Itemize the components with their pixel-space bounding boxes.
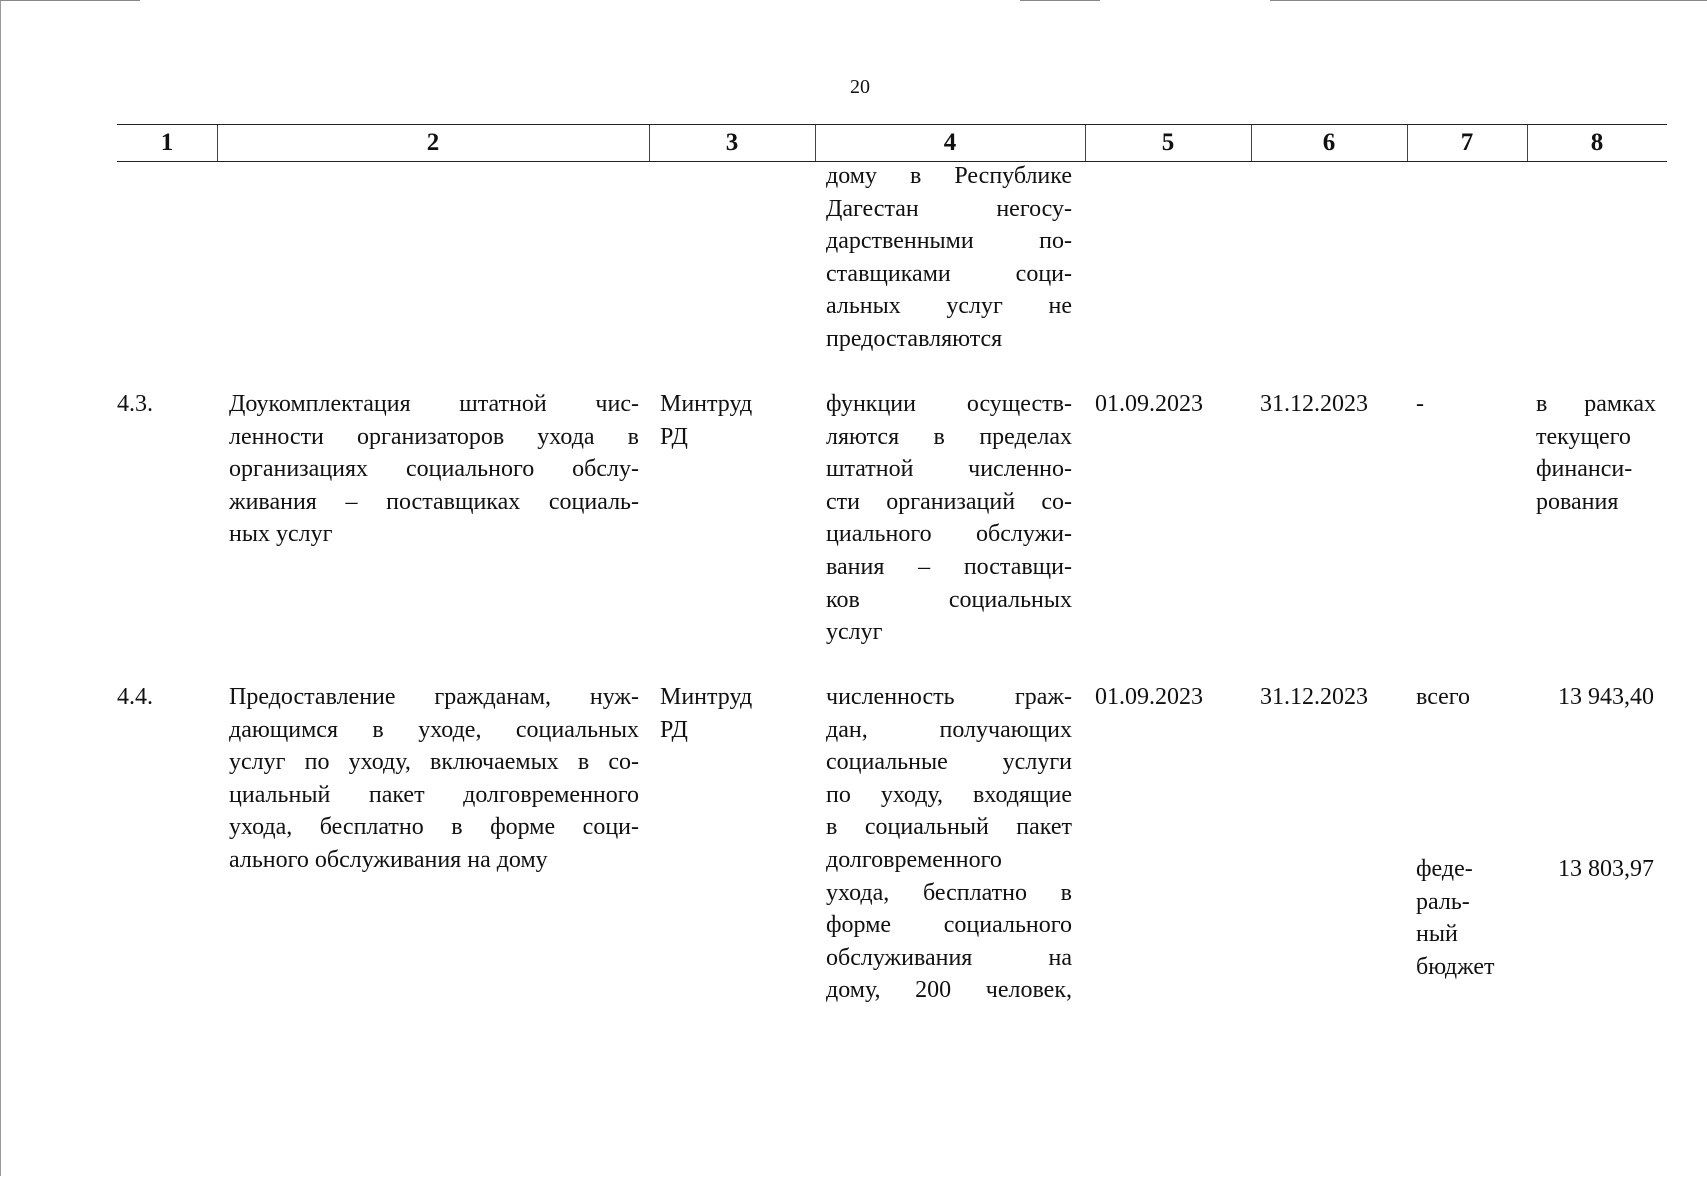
header-col-1: 1	[160, 129, 174, 156]
page-number: 20	[850, 76, 870, 98]
header-col-2: 2	[426, 129, 440, 156]
row-funding-source: -	[1416, 391, 1424, 417]
row-responsible: Минтруд РД	[660, 684, 753, 743]
row-end-date: 31.12.2023	[1260, 684, 1368, 710]
header-col-5: 5	[1161, 129, 1175, 156]
header-col-7: 7	[1460, 129, 1474, 156]
row-end-date: 31.12.2023	[1260, 391, 1368, 417]
row-funding-source: всего	[1416, 684, 1471, 710]
table-header	[117, 124, 1667, 162]
row-start-date: 01.09.2023	[1095, 684, 1203, 710]
header-col-4: 4	[943, 129, 957, 156]
row-description: Предоставление гражданам, нуж- дающимся в уходе, социальных услуг по уходу, включаемых в со- циальный пакет долговременного ухода, бесплатно в форме соци- ального обслуживания на дому	[229, 684, 639, 873]
header-col-8: 8	[1590, 129, 1604, 156]
continuation-col4: дому в Республике Дагестан негосу- дарственными по- ставщиками соци- альных услуг не предоставляются	[826, 163, 1072, 352]
row-number: 4.3.	[117, 391, 153, 417]
row-result: функции осуществ- ляются в пределах штатной численно- сти организаций со- циального обслужи- вания – поставщи- ков социальных услуг	[826, 391, 1072, 646]
row-description: Доукомплектация штатной чис- ленности организаторов ухода в организациях социального обслу- живания – поставщиках социаль- ных услуг	[229, 391, 639, 548]
row-start-date: 01.09.2023	[1095, 391, 1203, 417]
scan-top-mark	[0, 0, 140, 1]
row-responsible: Минтруд РД	[660, 391, 753, 450]
row-number: 4.4.	[117, 684, 153, 710]
row-result: численность граж- дан, получающих социальные услуги по уходу, входящие в социальный пакет долговременного ухода, бесплатно в форме социального обслуживания на дому, 200 человек,	[826, 684, 1072, 1004]
header-col-3: 3	[725, 129, 739, 156]
header-col-6: 6	[1322, 129, 1336, 156]
row-funding-amount: 13 803,97	[1558, 856, 1654, 882]
row-funding-source: феде- раль- ный бюджет	[1416, 856, 1495, 980]
scan-left-edge	[0, 0, 1, 1176]
scan-top-mark	[1270, 0, 1707, 1]
row-funding-amount: 13 943,40	[1558, 684, 1654, 710]
row-funding-amount: в рамках текущего финанси- рования	[1536, 391, 1656, 515]
scan-top-mark	[1020, 0, 1100, 1]
